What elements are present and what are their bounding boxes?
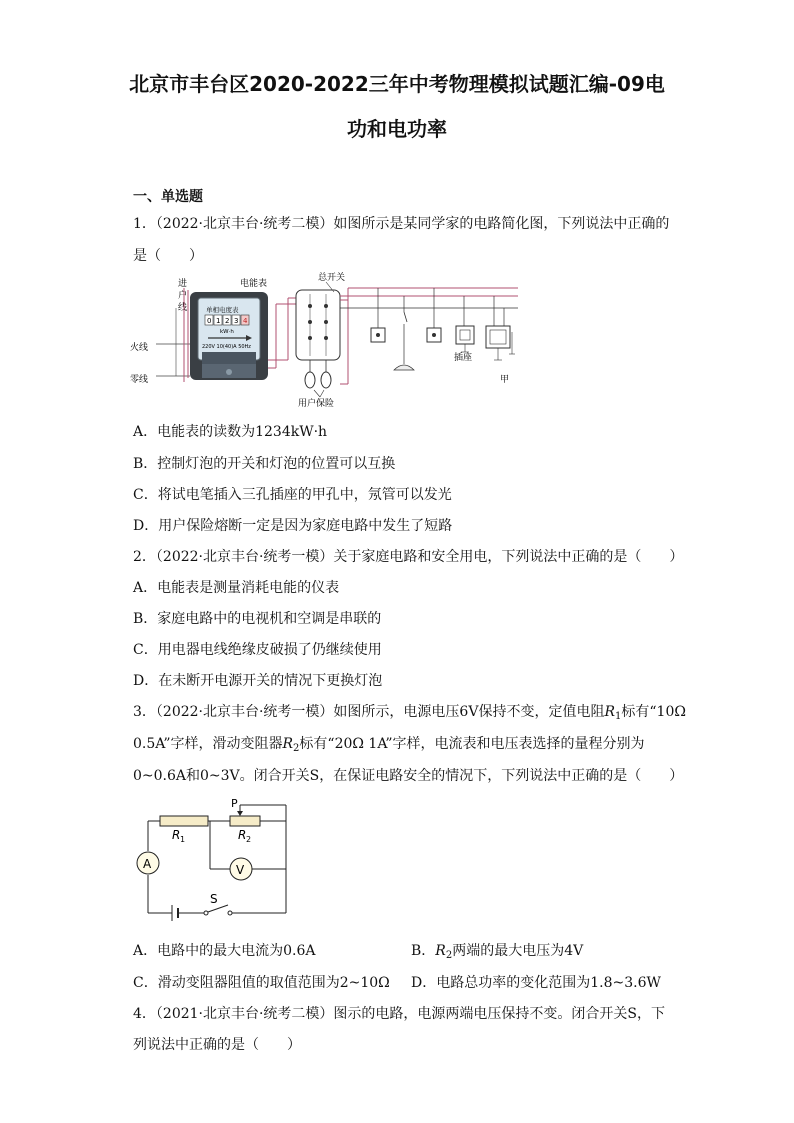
fuse-1-icon [305, 372, 315, 388]
q1-option-d: D．用户保险熔断一定是因为家庭电路中发生了短路 [133, 518, 453, 534]
section-heading: 一、单选题 [133, 189, 203, 205]
meter-digit-0: 0 [207, 317, 212, 325]
q3-r2-subscript: 2 [293, 743, 300, 754]
meter-digit-4: 4 [243, 317, 248, 325]
switch-label: S [210, 892, 218, 906]
q1-option-c: C．将试电笔插入三孔插座的甲孔中，氖管可以发光 [133, 487, 452, 503]
q3-stem-line2-b: 标有“20Ω 1A”字样，电流表和电压表选择的量程分别为 [299, 736, 645, 752]
q3-option-b [411, 940, 583, 961]
r1-label: R [172, 828, 181, 842]
r2-rheostat [230, 816, 260, 826]
main-switch-box [296, 290, 340, 360]
r2-label-sub: 2 [246, 835, 252, 844]
q3-option-b-text: 两端的最大电压为4V [452, 943, 584, 959]
q1-circuit-figure [128, 270, 523, 412]
jia-label: 甲 [500, 375, 510, 385]
q3-r2-symbol: R [282, 736, 294, 752]
r1-label-sub: 1 [180, 835, 186, 844]
voltmeter-label: V [236, 863, 245, 877]
q1-option-b: B．控制灯泡的开关和灯泡的位置可以互换 [133, 456, 396, 472]
fuse-2-icon [321, 372, 331, 388]
q3-option-b-r-symbol: R [435, 943, 446, 959]
q4-stem-line2: 列说法中正确的是（ ） [133, 1037, 301, 1053]
r1-resistor [160, 816, 208, 826]
q3-option-b-prefix: B． [411, 943, 436, 959]
lamp-icon [394, 365, 414, 370]
meter-digit-2: 2 [225, 317, 230, 325]
inlet-label-2: 户 [178, 291, 188, 301]
q3-r1-symbol: R [604, 704, 615, 720]
page-title-line2: 功和电功率 [347, 117, 447, 141]
q3-stem-line2 [133, 733, 645, 754]
fuse-label: 用户保险 [298, 399, 335, 409]
meter-digits [205, 315, 249, 325]
meter-digit-1: 1 [216, 317, 221, 325]
q1-stem-line1: 1．（2022·北京丰台·统考二模）如图所示是某同学家的电路简化图，下列说法中正确的 [133, 216, 670, 232]
q3-stem-line1-a: 3．（2022·北京丰台·统考一模）如图所示，电源电压6V保持不变，定值电阻 [133, 704, 605, 720]
meter-unit: kW·h [220, 329, 234, 335]
q3-option-c: C．滑动变阻器阻值的取值范围为2~10Ω [133, 975, 390, 991]
q3-stem-line2-a: 0.5A”字样，滑动变阻器 [133, 736, 283, 752]
q2-stem: 2．（2022·北京丰台·统考一模）关于家庭电路和安全用电，下列说法中正确的是（ ） [133, 549, 684, 565]
meter-digit-3: 3 [234, 317, 239, 325]
q3-option-b-subscript: 2 [445, 950, 453, 961]
slider-p-label: P [231, 797, 238, 810]
socket-label: 插座 [454, 353, 473, 363]
inlet-label-1: 进 [178, 279, 188, 289]
meter-spec: 220V 10(40)A 50Hz [202, 344, 251, 350]
q2-option-d: D．在未断开电源开关的情况下更换灯泡 [133, 673, 383, 689]
meter-name: 单相电度表 [206, 306, 239, 314]
q4-stem-line1: 4．（2021·北京丰台·统考二模）图示的电路，电源两端电压保持不变。闭合开关S，下 [133, 1006, 666, 1022]
meter-label: 电能表 [240, 279, 268, 289]
q3-stem-line3: 0~0.6A和0~3V。闭合开关S，在保证电路安全的情况下，下列说法中正确的是（ ） [133, 768, 684, 784]
socket-2-icon [486, 326, 510, 348]
switch-s-icon [208, 905, 228, 912]
q3-circuit-figure [130, 795, 305, 925]
q3-r1-subscript: 1 [615, 711, 622, 722]
ammeter-label: A [143, 857, 152, 871]
q2-option-b: B．家庭电路中的电视机和空调是串联的 [133, 611, 382, 627]
neutral-wire-label: 零线 [130, 375, 149, 385]
socket-1-icon [456, 326, 474, 344]
q3-option-d: D．电路总功率的变化范围为1.8~3.6W [411, 975, 661, 991]
page-title-line1: 北京市丰台区2020-2022三年中考物理模拟试题汇编-09电 [129, 72, 665, 96]
inlet-label-3: 线 [178, 303, 188, 313]
q3-stem-line1-b: 标有“10Ω [621, 704, 686, 720]
main-switch-label: 总开关 [318, 273, 346, 283]
q1-option-a: A．电能表的读数为1234kW·h [133, 424, 328, 440]
q3-option-a: A．电路中的最大电流为0.6A [133, 943, 316, 959]
q2-option-c: C．用电器电线绝缘皮破损了仍继续使用 [133, 642, 382, 658]
q2-option-a: A．电能表是测量消耗电能的仪表 [133, 580, 340, 596]
q1-stem-line2: 是（ ） [133, 248, 203, 264]
fire-wire-label: 火线 [130, 343, 149, 353]
r2-label: R [238, 828, 247, 842]
q3-stem-line1 [133, 701, 686, 722]
